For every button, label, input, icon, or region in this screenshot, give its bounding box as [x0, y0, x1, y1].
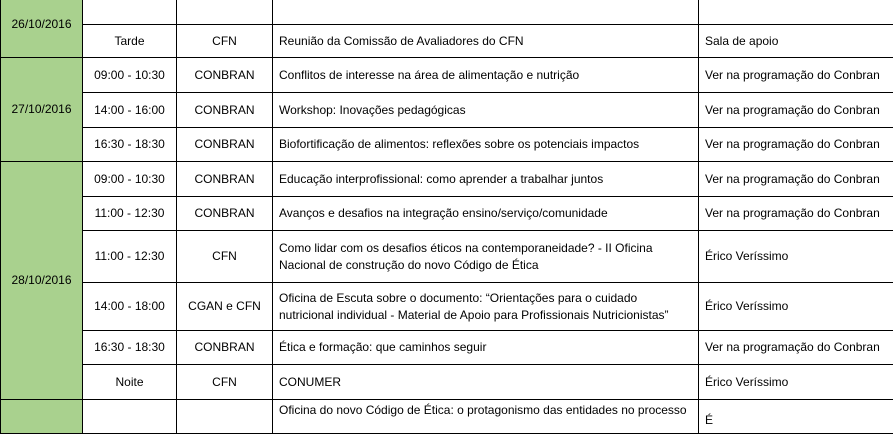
location-cell: Érico Veríssimo: [699, 283, 893, 331]
location-cell: Ver na programação do Conbran: [699, 197, 893, 231]
organizer-cell: CONBRAN: [177, 58, 273, 93]
table-row: [1, 231, 893, 283]
activity-cell: Conflitos de interesse na área de alimentação e nutrição: [273, 58, 699, 93]
activity-cell: Workshop: Inovações pedagógicas: [273, 93, 699, 128]
organizer-cell: CONBRAN: [177, 93, 273, 128]
time-cell: Noite: [83, 365, 177, 400]
time-cell: 09:00 - 10:30: [83, 162, 177, 197]
location-cell: Ver na programação do Conbran: [699, 331, 893, 365]
time-cell: 14:00 - 16:00: [83, 93, 177, 128]
location-cell: Ver na programação do Conbran: [699, 128, 893, 162]
activity-cell: Biofortificação de alimentos: reflexões sobre os potenciais impactos: [273, 128, 699, 162]
location-cell: Ver na programação do Conbran: [699, 93, 893, 128]
time-cell: [83, 400, 177, 434]
activity-cell: Oficina de Escuta sobre o documento: “Orientações para o cuidado nutricional individual - Material de Apoio para Profissionais Nutricionistas”: [273, 283, 699, 331]
organizer-cell: [177, 0, 273, 25]
location-cell: [699, 0, 893, 25]
table-row: [1, 58, 893, 93]
organizer-cell: CONBRAN: [177, 128, 273, 162]
location-cell: Ver na programação do Conbran: [699, 162, 893, 197]
organizer-cell: CONBRAN: [177, 331, 273, 365]
time-cell: 14:00 - 18:00: [83, 283, 177, 331]
activity-cell: Avanços e desafios na integração ensino/serviço/comunidade: [273, 197, 699, 231]
time-cell: 09:00 - 10:30: [83, 58, 177, 93]
location-cell: Sala de apoio: [699, 25, 893, 58]
time-cell: [83, 0, 177, 25]
location-cell: Érico Veríssimo: [699, 365, 893, 400]
table-row: [1, 197, 893, 231]
table-row: [1, 283, 893, 331]
organizer-cell: CFN: [177, 231, 273, 283]
activity-cell: Ética e formação: que caminhos seguir: [273, 331, 699, 365]
activity-cell: CONUMER: [273, 365, 699, 400]
table-row: [1, 93, 893, 128]
table-row: [1, 400, 893, 434]
activity-cell: [273, 0, 699, 25]
organizer-cell: CGAN e CFN: [177, 283, 273, 331]
date-cell: 26/10/2016: [1, 0, 83, 58]
location-cell: Érico Veríssimo: [699, 231, 893, 283]
time-cell: 11:00 - 12:30: [83, 231, 177, 283]
organizer-cell: CONBRAN: [177, 197, 273, 231]
table-row: [1, 0, 893, 25]
organizer-cell: CFN: [177, 365, 273, 400]
date-cell: 27/10/2016: [1, 58, 83, 162]
location-cell: É: [699, 400, 893, 434]
organizer-cell: CFN: [177, 25, 273, 58]
date-cell: [1, 400, 83, 434]
activity-cell: Como lidar com os desafios éticos na contemporaneidade? - II Oficina Nacional de construção do novo Código de Ética: [273, 231, 699, 283]
activity-cell: Educação interprofissional: como aprender a trabalhar juntos: [273, 162, 699, 197]
time-cell: 16:30 - 18:30: [83, 128, 177, 162]
time-cell: 16:30 - 18:30: [83, 331, 177, 365]
time-cell: 11:00 - 12:30: [83, 197, 177, 231]
table-row: [1, 162, 893, 197]
date-cell: 28/10/2016: [1, 162, 83, 400]
table-row: [1, 25, 893, 58]
location-cell: Ver na programação do Conbran: [699, 58, 893, 93]
organizer-cell: CONBRAN: [177, 162, 273, 197]
table-row: [1, 331, 893, 365]
activity-cell: Reunião da Comissão de Avaliadores do CFN: [273, 25, 699, 58]
table-row: [1, 128, 893, 162]
time-cell: Tarde: [83, 25, 177, 58]
organizer-cell: [177, 400, 273, 434]
activity-cell: Oficina do novo Código de Ética: o protagonismo das entidades no processo: [273, 400, 699, 434]
table-row: [1, 365, 893, 400]
